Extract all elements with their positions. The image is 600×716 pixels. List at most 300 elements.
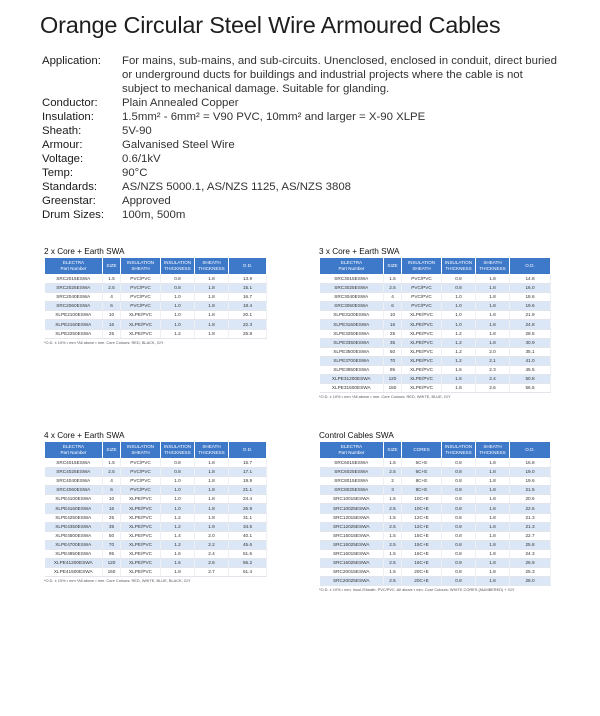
table-cell: 1.2	[161, 540, 195, 549]
table-cell: PVC/PVC	[121, 302, 161, 311]
table-cell: XLPE31500ESWA	[320, 384, 384, 393]
table-cell: SRC3025ESWA	[320, 284, 384, 293]
column-header: O.D.	[229, 442, 267, 459]
table-cell: 1.0	[161, 302, 195, 311]
table-cell: XLPE2100ESWA	[45, 311, 103, 320]
table-cell: SRC8025ESWA	[320, 486, 384, 495]
table-cell: 1.8	[476, 293, 510, 302]
table-cell: XLPE/PVC	[121, 522, 161, 531]
table-cell: XLPE3500ESWA	[320, 347, 384, 356]
spec-value: Plain Annealed Copper	[122, 97, 239, 109]
table-cell: 20C+E	[402, 577, 442, 586]
table-title: 2 x Core + Earth SWA	[44, 247, 125, 256]
column-header: SIZE	[103, 258, 121, 275]
table-row	[45, 284, 267, 293]
table-cell: 19.9	[229, 477, 267, 486]
table-cell: 1.8	[476, 559, 510, 568]
table-cell: 1.8	[476, 513, 510, 522]
table-cell: XLPE/PVC	[121, 540, 161, 549]
data-table	[319, 257, 551, 393]
table-cell: XLPE3250ESWA	[320, 329, 384, 338]
table-cell: 16.0	[510, 284, 551, 293]
spec-value: 0.6/1kV	[122, 153, 161, 165]
table-cell: 1.0	[161, 293, 195, 302]
table-cell: PVC/PVC	[402, 275, 442, 284]
table-cell: 1.6	[161, 559, 195, 568]
table-cell: 1.8	[476, 522, 510, 531]
table-cell: 25.3	[510, 568, 551, 577]
table-cell: 16C+E	[402, 559, 442, 568]
table-header-row	[320, 442, 551, 459]
table-cell: 1.0	[161, 495, 195, 504]
table-cell: SRC16025ESWA	[320, 559, 384, 568]
table-row	[320, 531, 551, 540]
table-row	[320, 477, 551, 486]
table-cell: 21.5	[510, 486, 551, 495]
column-header: ELECTRA Part Number	[320, 258, 384, 275]
table-cell: 21.9	[510, 311, 551, 320]
table-cell: XLPE/PVC	[402, 329, 442, 338]
specifications-list	[42, 54, 562, 222]
table-row	[320, 311, 551, 320]
table-cell: 150	[384, 384, 402, 393]
table-cell: 1.6	[161, 549, 195, 558]
table-cell: 1.2	[442, 338, 476, 347]
table-cell: 0.8	[442, 577, 476, 586]
table-cell: XLPE/PVC	[121, 559, 161, 568]
table-cell: XLPE/PVC	[402, 356, 442, 365]
table-cell: 25	[103, 329, 121, 338]
table-block-4-core	[44, 431, 267, 583]
table-cell: 50.8	[510, 375, 551, 384]
table-cell: 8C+E	[402, 477, 442, 486]
table-cell: 16.8	[510, 459, 551, 468]
table-cell: 2.5	[384, 577, 402, 586]
table-cell: 1.8	[476, 486, 510, 495]
table-cell: 70	[103, 540, 121, 549]
table-row	[320, 275, 551, 284]
table-cell: 0.8	[442, 468, 476, 477]
column-header: SIZE	[384, 258, 402, 275]
table-header-row	[45, 258, 267, 275]
table-cell: 20.6	[510, 495, 551, 504]
table-row	[320, 468, 551, 477]
spec-greenstar	[42, 194, 562, 208]
table-cell: 1.8	[195, 329, 229, 338]
table-cell: XLPE/PVC	[121, 495, 161, 504]
table-row	[320, 284, 551, 293]
table-cell: 1.8	[195, 477, 229, 486]
table-cell: 2.2	[195, 540, 229, 549]
table-cell: SRC10015ESWA	[320, 495, 384, 504]
table-cell: 1.5	[384, 513, 402, 522]
column-header: INSULATION THICKNESS	[161, 442, 195, 459]
table-cell: 25	[103, 513, 121, 522]
table-cell: 1.6	[442, 365, 476, 374]
table-cell: XLPE3160ESWA	[320, 320, 384, 329]
table-cell: 0.8	[442, 459, 476, 468]
table-cell: 150	[103, 568, 121, 577]
table-cell: 6C+E	[402, 468, 442, 477]
column-header: INSULATION THICKNESS	[442, 258, 476, 275]
table-cell: PVC/PVC	[121, 293, 161, 302]
table-cell: 19.6	[510, 477, 551, 486]
table-cell: 1.0	[161, 477, 195, 486]
spec-value: 5V-90	[122, 125, 152, 137]
spec-armour	[42, 138, 562, 152]
table-row	[45, 320, 267, 329]
table-cell: 8C+E	[402, 486, 442, 495]
table-title: Control Cables SWA	[319, 431, 394, 440]
table-row	[45, 531, 267, 540]
table-cell: 0.8	[442, 568, 476, 577]
table-cell: 1.0	[161, 504, 195, 513]
table-cell: SRC4060ESWA	[45, 486, 103, 495]
table-row	[45, 504, 267, 513]
table-cell: 1.8	[195, 320, 229, 329]
table-header-row	[45, 442, 267, 459]
spec-label: Standards:	[42, 181, 98, 193]
table-cell: 1.2	[161, 522, 195, 531]
table-cell: 16.7	[229, 293, 267, 302]
table-cell: 2.7	[195, 568, 229, 577]
table-cell: 2.4	[476, 375, 510, 384]
spec-temp	[42, 166, 562, 180]
table-cell: SRC4015ESWA	[45, 459, 103, 468]
table-cell: 1.8	[195, 486, 229, 495]
table-cell: 22.6	[510, 504, 551, 513]
table-cell: 0.8	[161, 459, 195, 468]
table-cell: PVC/PVC	[402, 302, 442, 311]
column-header: SHEATH THICKNESS	[195, 442, 229, 459]
table-cell: SRC20025ESWA	[320, 577, 384, 586]
table-cell: 56.2	[229, 559, 267, 568]
table-cell: PVC/PVC	[402, 284, 442, 293]
table-cell: 21.1	[229, 486, 267, 495]
table-cell: 26.9	[229, 504, 267, 513]
table-cell: 17.1	[229, 468, 267, 477]
table-cell: 1.8	[476, 311, 510, 320]
page-title: Orange Circular Steel Wire Armoured Cables	[40, 12, 501, 38]
table-cell: 1.5	[384, 531, 402, 540]
table-cell: 13.9	[229, 275, 267, 284]
table-cell: XLPE/PVC	[121, 568, 161, 577]
table-cell: PVC/PVC	[121, 468, 161, 477]
table-cell: 1.2	[442, 356, 476, 365]
table-cell: PVC/PVC	[121, 486, 161, 495]
table-cell: XLPE41200ESWA	[45, 559, 103, 568]
table-cell: 2.3	[476, 365, 510, 374]
table-cell: 16C+E	[402, 549, 442, 558]
table-cell: 34.5	[229, 522, 267, 531]
table-row	[320, 347, 551, 356]
table-cell: 50	[103, 531, 121, 540]
table-cell: 2	[384, 477, 402, 486]
table-cell: 35	[103, 522, 121, 531]
table-cell: 10C+E	[402, 504, 442, 513]
table-cell: 2.5	[384, 284, 402, 293]
table-cell: 1.8	[476, 477, 510, 486]
table-cell: PVC/PVC	[121, 459, 161, 468]
table-cell: 4	[384, 293, 402, 302]
table-cell: 1.8	[476, 329, 510, 338]
column-header: ELECTRA Part Number	[45, 442, 103, 459]
table-block-3-core	[319, 247, 551, 399]
table-cell: 1.2	[442, 347, 476, 356]
table-row	[45, 477, 267, 486]
table-cell: XLPE/PVC	[402, 384, 442, 393]
spec-label: Conductor:	[42, 97, 98, 109]
table-cell: SRC2040ESWA	[45, 293, 103, 302]
table-row	[320, 302, 551, 311]
table-cell: 1.0	[161, 311, 195, 320]
table-cell: 2.5	[384, 504, 402, 513]
table-row	[45, 311, 267, 320]
table-note: *O.D. ± 10% • mm. Insul./Sheath: PVC/PVC. All above • mm. Core Colours: WHITE CORES (NUMBERED) + G/Y	[319, 587, 515, 593]
table-cell: 1.8	[476, 302, 510, 311]
table-row	[320, 504, 551, 513]
table-row	[45, 559, 267, 568]
table-cell: PVC/PVC	[402, 293, 442, 302]
table-cell: 0.8	[442, 540, 476, 549]
table-cell: PVC/PVC	[121, 275, 161, 284]
table-cell: 15C+E	[402, 531, 442, 540]
table-cell: 0.8	[442, 275, 476, 284]
table-cell: 14.8	[510, 275, 551, 284]
table-row	[320, 375, 551, 384]
spec-conductor	[42, 96, 562, 110]
table-cell: 28.5	[510, 329, 551, 338]
spec-value: 90°C	[122, 167, 148, 179]
spec-value: Galvanised Steel Wire	[122, 139, 235, 151]
spec-application	[42, 54, 562, 96]
data-table	[319, 441, 551, 586]
table-cell: XLPE/PVC	[121, 504, 161, 513]
table-cell: 16	[384, 320, 402, 329]
table-row	[320, 486, 551, 495]
table-row	[45, 459, 267, 468]
table-cell: 1.8	[195, 495, 229, 504]
table-row	[320, 365, 551, 374]
table-cell: 0.8	[161, 468, 195, 477]
table-row	[45, 513, 267, 522]
table-cell: 10	[103, 311, 121, 320]
spec-label: Insulation:	[42, 111, 94, 123]
table-cell: XLPE/PVC	[121, 531, 161, 540]
table-cell: SRC15025ESWA	[320, 540, 384, 549]
table-cell: 45.6	[229, 540, 267, 549]
column-header: SIZE	[384, 442, 402, 459]
table-cell: 0.8	[442, 486, 476, 495]
table-title: 3 x Core + Earth SWA	[319, 247, 400, 256]
table-cell: 0.8	[442, 513, 476, 522]
column-header: O.D.	[229, 258, 267, 275]
table-row	[45, 486, 267, 495]
table-cell: SRC4025ESWA	[45, 468, 103, 477]
table-row	[45, 468, 267, 477]
table-cell: 95	[103, 549, 121, 558]
table-row	[320, 559, 551, 568]
table-row	[320, 329, 551, 338]
table-cell: 1.8	[195, 459, 229, 468]
table-cell: 3	[384, 486, 402, 495]
data-table	[44, 441, 267, 577]
table-cell: 10C+E	[402, 495, 442, 504]
table-title: 4 x Core + Earth SWA	[44, 431, 125, 440]
table-cell: 26.8	[229, 329, 267, 338]
table-cell: XLPE2160ESWA	[45, 320, 103, 329]
spec-drum-sizes	[42, 208, 562, 222]
table-row	[45, 275, 267, 284]
table-cell: XLPE4250ESWA	[45, 513, 103, 522]
table-cell: 56.5	[510, 384, 551, 393]
table-cell: XLPE/PVC	[121, 329, 161, 338]
table-cell: SRC3040ESWA	[320, 293, 384, 302]
column-header: SHEATH THICKNESS	[195, 258, 229, 275]
table-cell: 1.5	[384, 568, 402, 577]
spec-label: Application:	[42, 55, 101, 67]
table-cell: 2.5	[384, 559, 402, 568]
table-cell: 1.5	[384, 549, 402, 558]
table-cell: 1.8	[195, 311, 229, 320]
table-row	[45, 549, 267, 558]
table-cell: 1.8	[195, 293, 229, 302]
table-cell: 2.6	[195, 559, 229, 568]
column-header: O.D.	[510, 258, 551, 275]
spec-value: 100m, 500m	[122, 209, 186, 221]
table-cell: PVC/PVC	[121, 477, 161, 486]
column-header: SHEATH THICKNESS	[476, 258, 510, 275]
table-cell: 61.4	[229, 568, 267, 577]
column-header: INSULATION THICKNESS	[442, 442, 476, 459]
table-cell: 18.4	[229, 302, 267, 311]
table-cell: 1.8	[195, 284, 229, 293]
table-cell: 1.8	[476, 284, 510, 293]
table-cell: XLPE3100ESWA	[320, 311, 384, 320]
table-cell: 1.2	[161, 513, 195, 522]
table-cell: 31.1	[229, 513, 267, 522]
spec-sheath	[42, 124, 562, 138]
table-cell: 0.8	[161, 275, 195, 284]
table-cell: XLPE2250ESWA	[45, 329, 103, 338]
table-cell: XLPE4500ESWA	[45, 531, 103, 540]
table-cell: 1.8	[476, 549, 510, 558]
table-cell: XLPE/PVC	[402, 311, 442, 320]
column-header: ELECTRA Part Number	[320, 442, 384, 459]
table-cell: XLPE/PVC	[402, 320, 442, 329]
table-cell: 40.1	[229, 531, 267, 540]
table-cell: 1.0	[442, 311, 476, 320]
table-cell: 1.8	[476, 495, 510, 504]
table-cell: 1.6	[442, 375, 476, 384]
spec-standards	[42, 180, 562, 194]
table-cell: XLPE3700ESWA	[320, 356, 384, 365]
table-row	[320, 568, 551, 577]
spec-insulation	[42, 110, 562, 124]
table-row	[320, 540, 551, 549]
table-cell: XLPE/PVC	[402, 338, 442, 347]
table-row	[320, 577, 551, 586]
table-cell: 2.5	[384, 522, 402, 531]
table-cell: 10	[384, 311, 402, 320]
table-cell: 1.8	[195, 468, 229, 477]
table-cell: PVC/PVC	[121, 284, 161, 293]
table-row	[320, 459, 551, 468]
column-header: SHEATH THICKNESS	[476, 442, 510, 459]
table-row	[320, 356, 551, 365]
table-row	[320, 495, 551, 504]
table-cell: 1.8	[476, 320, 510, 329]
table-cell: XLPE4100ESWA	[45, 495, 103, 504]
table-cell: 45.5	[510, 365, 551, 374]
column-header: INSULATION SHEATH	[121, 258, 161, 275]
table-cell: SRC8015ESWA	[320, 477, 384, 486]
table-note: *O.D. ± 10% • mm *All above • mm. Core Colours: RED, WHITE, BLUE, BLACK, G/Y	[44, 578, 191, 584]
table-cell: 22.3	[229, 320, 267, 329]
table-cell: 0.8	[442, 531, 476, 540]
spec-label: Armour:	[42, 139, 83, 151]
table-cell: XLPE3350ESWA	[320, 338, 384, 347]
table-cell: 35.1	[510, 347, 551, 356]
table-cell: 1.0	[442, 302, 476, 311]
table-cell: 0.8	[442, 549, 476, 558]
table-cell: XLPE/PVC	[121, 513, 161, 522]
table-cell: 1.0	[161, 486, 195, 495]
table-cell: 1.0	[442, 320, 476, 329]
spec-value: For mains, sub-mains, and sub-circuits. Unenclosed, enclosed in conduit, direct buried or underground ducts for buildings and industrial projects where the cable is not subject to mechanical damage. Suitable for glanding.	[122, 55, 557, 95]
table-cell: XLPE31200ESWA	[320, 375, 384, 384]
table-cell: 1.5	[103, 275, 121, 284]
table-cell: 2.1	[476, 356, 510, 365]
table-row	[45, 302, 267, 311]
table-cell: 1.5	[384, 495, 402, 504]
table-cell: 1.8	[476, 531, 510, 540]
table-cell: 1.8	[476, 468, 510, 477]
table-cell: 1.8	[161, 568, 195, 577]
table-cell: 4	[103, 477, 121, 486]
table-cell: SRC2025ESWA	[45, 284, 103, 293]
table-cell: 0.8	[442, 284, 476, 293]
table-cell: XLPE4700ESWA	[45, 540, 103, 549]
spec-voltage	[42, 152, 562, 166]
table-cell: 41.0	[510, 356, 551, 365]
table-row	[45, 540, 267, 549]
table-cell: 28.0	[510, 577, 551, 586]
table-cell: XLPE41500ESWA	[45, 568, 103, 577]
table-cell: 22.7	[510, 531, 551, 540]
table-cell: 35	[384, 338, 402, 347]
table-block-control-cables	[319, 431, 551, 592]
table-cell: 4	[103, 293, 121, 302]
table-cell: SRC2060ESWA	[45, 302, 103, 311]
table-cell: 15C+E	[402, 540, 442, 549]
table-cell: SRC3015ESWA	[320, 275, 384, 284]
table-cell: SRC4040ESWA	[45, 477, 103, 486]
table-cell: 1.8	[195, 513, 229, 522]
table-cell: 1.8	[195, 504, 229, 513]
table-cell: 1.9	[195, 522, 229, 531]
table-cell: 20C+E	[402, 568, 442, 577]
table-cell: SRC12015ESWA	[320, 513, 384, 522]
spec-label: Sheath:	[42, 125, 82, 137]
table-cell: SRC3060ESWA	[320, 302, 384, 311]
table-cell: XLPE/PVC	[402, 365, 442, 374]
table-cell: 1.8	[476, 504, 510, 513]
table-cell: 24.8	[510, 320, 551, 329]
table-cell: SRC10025ESWA	[320, 504, 384, 513]
table-cell: XLPE/PVC	[121, 320, 161, 329]
table-cell: 1.8	[476, 577, 510, 586]
